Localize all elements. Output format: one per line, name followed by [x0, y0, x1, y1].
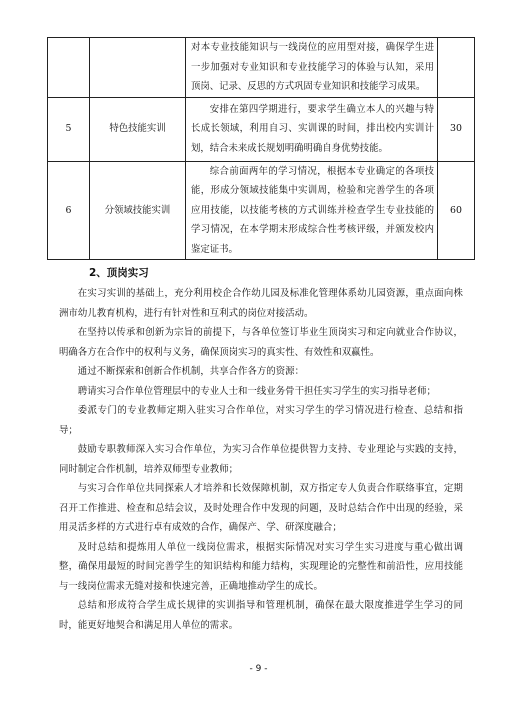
- course-hours: 60: [438, 161, 475, 260]
- paragraph: 与实习合作单位共同探索人才培养和长效保障机制，双方指定专人负责合作联络事宜，定期召开工作推进、检查和总结会议，及时处理合作中发现的问题，及时总结合作中出现的经验，采用灵活多样的方式进行卓有成效的合作，确保产、学、研深度融合；: [59, 483, 463, 533]
- course-description-text: 综合前面两年的学习情况，根据本专业确定的各项技能，形成分领域技能集中实训周，检验和完善学生的各项应用技能，以技能考核的方式训练并检查学生专业技能的学习情况，在本学期末形成综合性考核评级，并颁发校内鉴定证书。: [191, 165, 434, 255]
- course-hours: [438, 38, 475, 98]
- row-number: 6: [48, 161, 90, 260]
- table-row: [48, 161, 475, 260]
- paragraph: 总结和形成符合学生成长规律的实训指导和管理机制，确保在最大限度推进学生学习的同时，能更好地契合和满足用人单位的需求。: [59, 600, 463, 631]
- paragraph: 聘请实习合作单位管理层中的专业人士和一线业务骨干担任实习学生的实习指导老师；: [77, 385, 436, 397]
- table-row: [48, 38, 475, 98]
- table-row: [48, 97, 475, 161]
- course-table: [47, 37, 475, 260]
- paragraph: 在实习实训的基础上，充分利用校企合作幼儿园及标准化管理体系幼儿园资源，重点面向株洲市幼儿教育机构，进行有针对性和互利式的岗位对接活动。: [59, 288, 463, 319]
- paragraph: 及时总结和提炼用人单位一线岗位需求，根据实际情况对实习学生实习进度与重心做出调整，确保用最短的时间完善学生的知识结构和能力结构，实现理论的完整性和前沿性，应用技能与一线岗位需求无缝对接和快速完善，正确地推动学生的成长。: [59, 541, 463, 592]
- course-description: [186, 161, 438, 260]
- course-name: 特色技能实训: [90, 97, 186, 161]
- section-heading: 2、顶岗实习: [89, 267, 149, 279]
- course-name: 分领域技能实训: [90, 161, 186, 260]
- course-hours: 30: [438, 97, 475, 161]
- paragraph: 在坚持以传承和创新为宗旨的前提下，与各单位签订毕业生顶岗实习和定向就业合作协议，明确各方在合作中的权利与义务，确保顶岗实习的真实性、有效性和双赢性。: [59, 327, 463, 358]
- paragraph: 鼓励专职教师深入实习合作单位，为实习合作单位提供智力支持、专业理论与实践的支持，同时制定合作机制，培养双师型专业教师；: [59, 444, 463, 475]
- row-number: [48, 38, 90, 98]
- row-number: 5: [48, 97, 90, 161]
- page-number: - 9 -: [249, 664, 268, 674]
- course-description: [186, 38, 438, 98]
- course-name: [90, 38, 186, 98]
- paragraph: 通过不断探索和创新合作机制，共享合作各方的资源：: [77, 366, 304, 377]
- section-body: [59, 284, 463, 635]
- course-description-text: 安排在第四学期进行，要求学生确立本人的兴趣与特长成长领域，利用自习、实训课的时间，排出校内实训计划，结合未来成长规划明确明确自身优势技能。: [191, 103, 434, 154]
- course-description: [186, 97, 438, 161]
- paragraph: 委派专门的专业教师定期入驻实习合作单位，对实习学生的学习情况进行检查、总结和指导；: [59, 405, 463, 436]
- course-description-text: 对本专业技能知识与一线岗位的应用型对接，确保学生进一步加强对专业知识和专业技能学习的体验与认知，采用顶岗、记录、反思的方式巩固专业知识和技能学习成果。: [191, 42, 434, 92]
